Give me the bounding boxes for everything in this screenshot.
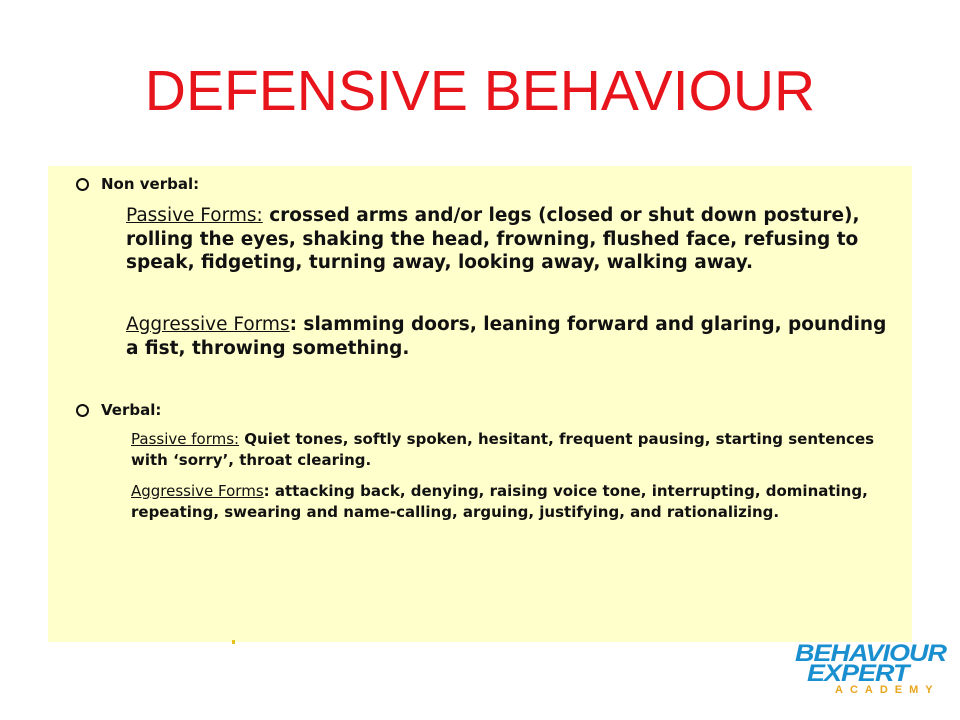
nonverbal-aggressive-paragraph — [126, 313, 896, 360]
behaviour-expert-logo — [795, 638, 945, 696]
verbal-passive-paragraph — [131, 429, 901, 470]
verbal-passive-text: Quiet tones, softly spoken, hesitant, frequent pausing, starting sentences with ‘sorry’, throat clearing. — [131, 430, 875, 469]
logo-word-academy: ACADEMY — [835, 684, 940, 696]
nonverbal-passive-lead: Passive Forms: — [126, 205, 263, 226]
nonverbal-aggressive-text: : slamming doors, leaning forward and glaring, pounding a fist, throwing something. — [126, 314, 887, 359]
ring-bullet-icon — [76, 404, 89, 417]
bullet-nonverbal — [76, 174, 199, 194]
nonverbal-aggressive-lead: Aggressive Forms — [126, 314, 290, 335]
ring-bullet-icon — [76, 178, 89, 191]
logo-word-expert: EXPERT — [807, 659, 909, 687]
verbal-aggressive-text: : attacking back, denying, raising voice tone, interrupting, dominating, repeating, swearing and name-calling, arguing, justifying, and rationalizing. — [131, 482, 868, 521]
slide-title: DEFENSIVE BEHAVIOUR — [144, 59, 816, 123]
decorative-dot — [232, 640, 235, 644]
content-panel — [48, 166, 912, 642]
logo-word-behaviour: BEHAVIOUR — [795, 639, 947, 667]
nonverbal-passive-text: crossed arms and/or legs (closed or shut down posture), rolling the eyes, shaking the head, frowning, flushed face, refusing to speak, fidgeting, turning away, looking away, walking away. — [126, 205, 860, 273]
nonverbal-passive-paragraph — [126, 204, 896, 275]
verbal-aggressive-paragraph — [131, 481, 901, 522]
nonverbal-heading: Non verbal: — [101, 175, 200, 193]
verbal-heading: Verbal: — [101, 401, 162, 419]
bullet-verbal — [76, 400, 161, 420]
verbal-aggressive-lead: Aggressive Forms — [131, 482, 264, 500]
verbal-passive-lead: Passive forms: — [131, 430, 240, 448]
